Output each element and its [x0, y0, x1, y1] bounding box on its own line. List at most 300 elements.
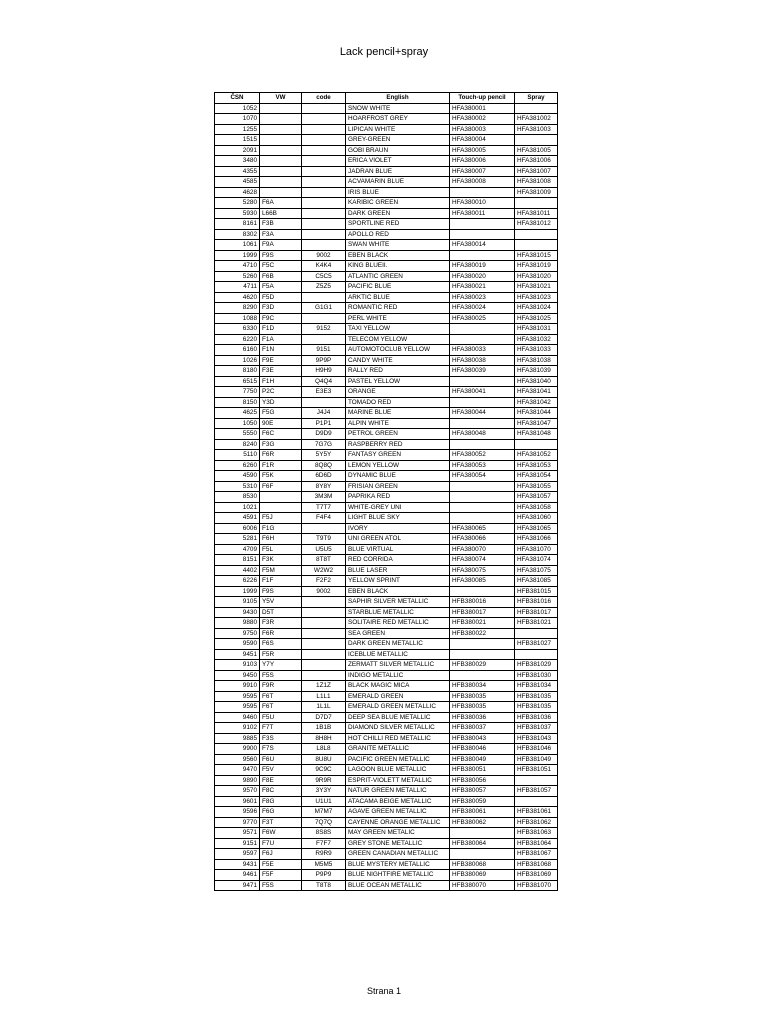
vw-cell: F3K [260, 555, 302, 566]
code-cell: T9T9 [302, 534, 346, 545]
english-name-cell: ARKTIC BLUE [346, 292, 450, 303]
csn-cell: 4628 [215, 187, 260, 198]
csn-cell: 1061 [215, 240, 260, 251]
english-name-cell: MAY GREEN METALIC [346, 828, 450, 839]
vw-cell: F1F [260, 576, 302, 587]
table-row [215, 555, 558, 566]
table-row [215, 334, 558, 345]
table-row [215, 103, 558, 114]
vw-cell: F9R [260, 681, 302, 692]
csn-cell: 8290 [215, 303, 260, 314]
csn-cell: 9451 [215, 649, 260, 660]
english-name-cell: DIAMOND SILVER METALLIC [346, 723, 450, 734]
table-row [215, 838, 558, 849]
code-cell: 1Z1Z [302, 681, 346, 692]
vw-cell: F6F [260, 481, 302, 492]
touch-up-pencil-cell: HFA380048 [450, 429, 515, 440]
vw-cell [260, 492, 302, 503]
spray-cell: HFA381044 [515, 408, 558, 419]
english-name-cell: PAPRIKA RED [346, 492, 450, 503]
csn-cell: 1255 [215, 124, 260, 135]
table-row [215, 597, 558, 608]
spray-cell: HFA381002 [515, 114, 558, 125]
spray-cell: HFA381070 [515, 544, 558, 555]
vw-cell: L66B [260, 208, 302, 219]
english-name-cell: BLUE OCEAN METALLIC [346, 880, 450, 891]
code-cell: 8U8U [302, 754, 346, 765]
touch-up-pencil-cell: HFA380014 [450, 240, 515, 251]
touch-up-pencil-cell [450, 586, 515, 597]
english-name-cell: LAGOON BLUE METALLIC [346, 765, 450, 776]
touch-up-pencil-cell: HFA380038 [450, 355, 515, 366]
csn-cell: 9601 [215, 796, 260, 807]
english-name-cell: TOMADO RED [346, 397, 450, 408]
csn-cell: 1021 [215, 502, 260, 513]
vw-cell: F9S [260, 586, 302, 597]
english-name-cell: APOLLO RED [346, 229, 450, 240]
csn-cell: 1999 [215, 250, 260, 261]
vw-cell [260, 124, 302, 135]
english-name-cell: SPORTLINE RED [346, 219, 450, 230]
code-cell [302, 229, 346, 240]
column-header-english: English [346, 93, 450, 104]
english-name-cell: KING BLUEII. [346, 261, 450, 272]
column-header-csn: ČSN [215, 93, 260, 104]
vw-cell: F3A [260, 229, 302, 240]
table-row [215, 828, 558, 839]
table-row [215, 775, 558, 786]
touch-up-pencil-cell [450, 250, 515, 261]
code-cell: 5Y5Y [302, 450, 346, 461]
vw-cell: F1D [260, 324, 302, 335]
english-name-cell: PERL WHITE [346, 313, 450, 324]
spray-cell: HFB381030 [515, 670, 558, 681]
table-row [215, 817, 558, 828]
spray-cell [515, 198, 558, 209]
table-row [215, 408, 558, 419]
table-row [215, 670, 558, 681]
spray-cell [515, 649, 558, 660]
table-row [215, 376, 558, 387]
vw-cell: F1N [260, 345, 302, 356]
english-name-cell: MARINE BLUE [346, 408, 450, 419]
csn-cell: 9597 [215, 849, 260, 860]
spray-cell: HFA381032 [515, 334, 558, 345]
column-header-spray: Spray [515, 93, 558, 104]
code-cell [302, 219, 346, 230]
csn-cell: 9460 [215, 712, 260, 723]
vw-cell [260, 145, 302, 156]
csn-cell: 9880 [215, 618, 260, 629]
csn-cell: 8151 [215, 555, 260, 566]
spray-cell: HFB381027 [515, 639, 558, 650]
touch-up-pencil-cell: HFA380085 [450, 576, 515, 587]
english-name-cell: DEEP SEA BLUE METALLIC [346, 712, 450, 723]
english-name-cell: BLUE MYSTERY METALLIC [346, 859, 450, 870]
touch-up-pencil-cell [450, 492, 515, 503]
english-name-cell: HOARFROST GREY [346, 114, 450, 125]
english-name-cell: ERICA VIOLET [346, 156, 450, 167]
table-row [215, 702, 558, 713]
code-cell: M5M5 [302, 859, 346, 870]
vw-cell: F3G [260, 439, 302, 450]
code-cell: 1B1B [302, 723, 346, 734]
touch-up-pencil-cell: HFB380046 [450, 744, 515, 755]
english-name-cell: PACIFIC GREEN METALLIC [346, 754, 450, 765]
spray-cell: HFA381003 [515, 124, 558, 135]
csn-cell: 9595 [215, 702, 260, 713]
spray-cell: HFA381053 [515, 460, 558, 471]
csn-cell: 6220 [215, 334, 260, 345]
table-row [215, 187, 558, 198]
table-row [215, 135, 558, 146]
english-name-cell: ROMANTIC RED [346, 303, 450, 314]
english-name-cell: FANTASY GREEN [346, 450, 450, 461]
code-cell: U1U1 [302, 796, 346, 807]
vw-cell [260, 187, 302, 198]
english-name-cell: ICEBLUE METALLIC [346, 649, 450, 660]
touch-up-pencil-cell [450, 439, 515, 450]
english-name-cell: BLUE VIRTUAL [346, 544, 450, 555]
code-cell: E3E3 [302, 387, 346, 398]
touch-up-pencil-cell: HFA380010 [450, 198, 515, 209]
csn-cell: 9885 [215, 733, 260, 744]
csn-cell: 1052 [215, 103, 260, 114]
code-cell: 9002 [302, 586, 346, 597]
spray-cell: HFA381024 [515, 303, 558, 314]
touch-up-pencil-cell: HFB380037 [450, 723, 515, 734]
spray-cell: HFB381017 [515, 607, 558, 618]
csn-cell: 4620 [215, 292, 260, 303]
touch-up-pencil-cell: HFB380035 [450, 702, 515, 713]
code-cell: T7T7 [302, 502, 346, 513]
table-row [215, 145, 558, 156]
vw-cell [260, 177, 302, 188]
code-cell [302, 240, 346, 251]
csn-cell: 8180 [215, 366, 260, 377]
spray-cell: HFB381062 [515, 817, 558, 828]
spray-cell: HFA381058 [515, 502, 558, 513]
vw-cell: F6R [260, 628, 302, 639]
english-name-cell: LEMON YELLOW [346, 460, 450, 471]
spray-cell: HFB381067 [515, 849, 558, 860]
english-name-cell: ATACAMA BEIGE METALLIC [346, 796, 450, 807]
code-cell [302, 208, 346, 219]
english-name-cell: ATLANTIC GREEN [346, 271, 450, 282]
english-name-cell: UNI GREEN ATOL [346, 534, 450, 545]
touch-up-pencil-cell: HFA380011 [450, 208, 515, 219]
english-name-cell: AUTOMOTOCLUB YELLOW [346, 345, 450, 356]
english-name-cell: SOLITAIRE RED METALLIC [346, 618, 450, 629]
code-cell [302, 114, 346, 125]
csn-cell: 1050 [215, 418, 260, 429]
spray-cell: HFB381070 [515, 880, 558, 891]
column-header-vw: VW [260, 93, 302, 104]
touch-up-pencil-cell: HFB380069 [450, 870, 515, 881]
vw-cell: F6T [260, 691, 302, 702]
csn-cell: 3480 [215, 156, 260, 167]
vw-cell: P2C [260, 387, 302, 398]
english-name-cell: YELLOW SPRINT [346, 576, 450, 587]
code-cell: 8Q8Q [302, 460, 346, 471]
table-row [215, 859, 558, 870]
csn-cell: 9431 [215, 859, 260, 870]
table-row [215, 177, 558, 188]
vw-cell: Y7Y [260, 660, 302, 671]
spray-cell: HFB381046 [515, 744, 558, 755]
table-row [215, 429, 558, 440]
code-cell: 3Y3Y [302, 786, 346, 797]
code-cell: 9002 [302, 250, 346, 261]
code-cell: F4F4 [302, 513, 346, 524]
english-name-cell: ALPIN WHITE [346, 418, 450, 429]
english-name-cell: STARBLUE METALLIC [346, 607, 450, 618]
csn-cell: 1515 [215, 135, 260, 146]
page-footer: Strana 1 [366, 986, 402, 996]
spray-cell: HFA381085 [515, 576, 558, 587]
touch-up-pencil-cell [450, 502, 515, 513]
english-name-cell: DYNAMIC BLUE [346, 471, 450, 482]
code-cell [302, 177, 346, 188]
english-name-cell: EMERALD GREEN METALLIC [346, 702, 450, 713]
csn-cell: 5310 [215, 481, 260, 492]
spray-cell: HFA381047 [515, 418, 558, 429]
english-name-cell: EMERALD GREEN [346, 691, 450, 702]
code-cell [302, 198, 346, 209]
spray-cell: HFA381011 [515, 208, 558, 219]
csn-cell: 9770 [215, 817, 260, 828]
english-name-cell: JADRAN BLUE [346, 166, 450, 177]
english-name-cell: RALLY RED [346, 366, 450, 377]
english-name-cell: LIGHT BLUE SKY [346, 513, 450, 524]
table-row [215, 807, 558, 818]
spray-cell: HFA381021 [515, 282, 558, 293]
table-row [215, 250, 558, 261]
code-cell [302, 618, 346, 629]
vw-cell: F7T [260, 723, 302, 734]
touch-up-pencil-cell: HFA380001 [450, 103, 515, 114]
vw-cell: Y3D [260, 397, 302, 408]
english-name-cell: LIPICAN WHITE [346, 124, 450, 135]
spray-cell: HFB381061 [515, 807, 558, 818]
code-cell [302, 166, 346, 177]
csn-cell: 9430 [215, 607, 260, 618]
csn-cell: 8302 [215, 229, 260, 240]
spray-cell: HFB381034 [515, 681, 558, 692]
vw-cell: F6R [260, 450, 302, 461]
english-name-cell: PETROL GREEN [346, 429, 450, 440]
spray-cell: HFA381066 [515, 534, 558, 545]
table-row [215, 198, 558, 209]
code-cell [302, 103, 346, 114]
table-row [215, 240, 558, 251]
code-cell [302, 649, 346, 660]
spray-cell: HFA381039 [515, 366, 558, 377]
vw-cell: F5E [260, 859, 302, 870]
code-cell: 8Y8Y [302, 481, 346, 492]
csn-cell: 5110 [215, 450, 260, 461]
spray-cell: HFA381005 [515, 145, 558, 156]
touch-up-pencil-cell: HFA380053 [450, 460, 515, 471]
spray-cell: HFA381019 [515, 261, 558, 272]
table-row [215, 355, 558, 366]
spray-cell: HFA381074 [515, 555, 558, 566]
table-row [215, 660, 558, 671]
code-cell [302, 597, 346, 608]
vw-cell: F7U [260, 838, 302, 849]
csn-cell: 2091 [215, 145, 260, 156]
touch-up-pencil-cell [450, 639, 515, 650]
vw-cell: F8G [260, 796, 302, 807]
code-cell [302, 397, 346, 408]
table-row [215, 261, 558, 272]
touch-up-pencil-cell: HFA380002 [450, 114, 515, 125]
csn-cell: 6226 [215, 576, 260, 587]
csn-cell: 6330 [215, 324, 260, 335]
spray-cell: HFA381025 [515, 313, 558, 324]
table-row [215, 219, 558, 230]
csn-cell: 1026 [215, 355, 260, 366]
table-row [215, 880, 558, 891]
vw-cell: F3D [260, 303, 302, 314]
csn-cell: 1088 [215, 313, 260, 324]
touch-up-pencil-cell: HFB380022 [450, 628, 515, 639]
table-row [215, 114, 558, 125]
spray-cell: HFB381063 [515, 828, 558, 839]
vw-cell: F9A [260, 240, 302, 251]
touch-up-pencil-cell [450, 334, 515, 345]
table-row [215, 303, 558, 314]
code-cell: C5C5 [302, 271, 346, 282]
touch-up-pencil-cell: HFB380043 [450, 733, 515, 744]
vw-cell: D5T [260, 607, 302, 618]
csn-cell: 9571 [215, 828, 260, 839]
english-name-cell: AGAVE GREEN METALLIC [346, 807, 450, 818]
touch-up-pencil-cell: HFB380051 [450, 765, 515, 776]
english-name-cell: KARIBIC GREEN [346, 198, 450, 209]
code-cell: K4K4 [302, 261, 346, 272]
code-cell: 8H8H [302, 733, 346, 744]
code-cell [302, 145, 346, 156]
english-name-cell: PASTEL YELLOW [346, 376, 450, 387]
vw-cell: F3R [260, 618, 302, 629]
spray-cell: HFA381040 [515, 376, 558, 387]
touch-up-pencil-cell: HFA380006 [450, 156, 515, 167]
csn-cell: 9105 [215, 597, 260, 608]
csn-cell: 9471 [215, 880, 260, 891]
table-row [215, 166, 558, 177]
spray-cell [515, 796, 558, 807]
table-row [215, 418, 558, 429]
spray-cell [515, 628, 558, 639]
touch-up-pencil-cell: HFB380016 [450, 597, 515, 608]
table-row [215, 282, 558, 293]
table-row [215, 586, 558, 597]
vw-cell: Y5V [260, 597, 302, 608]
touch-up-pencil-cell [450, 828, 515, 839]
spray-cell: HFB381021 [515, 618, 558, 629]
column-header-touch-up-pencil: Touch-up pencil [450, 93, 515, 104]
english-name-cell: TAXI YELLOW [346, 324, 450, 335]
table-row [215, 681, 558, 692]
csn-cell: 9560 [215, 754, 260, 765]
code-cell: 1L1L [302, 702, 346, 713]
english-name-cell: SWAN WHITE [346, 240, 450, 251]
english-name-cell: CANDY WHITE [346, 355, 450, 366]
touch-up-pencil-cell: HFB380059 [450, 796, 515, 807]
table-row [215, 439, 558, 450]
code-cell [302, 607, 346, 618]
spray-cell: HFB381068 [515, 859, 558, 870]
code-cell [302, 670, 346, 681]
touch-up-pencil-cell [450, 219, 515, 230]
csn-cell: 9590 [215, 639, 260, 650]
csn-cell: 9103 [215, 660, 260, 671]
table-row [215, 313, 558, 324]
code-cell: L1L1 [302, 691, 346, 702]
vw-cell: F6W [260, 828, 302, 839]
vw-cell: F6S [260, 639, 302, 650]
vw-cell: F5D [260, 292, 302, 303]
column-header-code: code [302, 93, 346, 104]
english-name-cell: DARK GREEN METALLIC [346, 639, 450, 650]
code-cell: 8T8T [302, 555, 346, 566]
vw-cell: F5M [260, 565, 302, 576]
table-row [215, 460, 558, 471]
paint-color-table [214, 92, 558, 891]
touch-up-pencil-cell [450, 649, 515, 660]
english-name-cell: RED CORRIDA [346, 555, 450, 566]
code-cell: 8S8S [302, 828, 346, 839]
code-cell [302, 187, 346, 198]
touch-up-pencil-cell: HFA380074 [450, 555, 515, 566]
code-cell: M7M7 [302, 807, 346, 818]
table-row [215, 786, 558, 797]
english-name-cell: IRIS BLUE [346, 187, 450, 198]
csn-cell: 8530 [215, 492, 260, 503]
touch-up-pencil-cell: HFB380056 [450, 775, 515, 786]
vw-cell: F6T [260, 702, 302, 713]
vw-cell: F5J [260, 513, 302, 524]
csn-cell: 9470 [215, 765, 260, 776]
vw-cell: F1G [260, 523, 302, 534]
table-row [215, 324, 558, 335]
table-row [215, 156, 558, 167]
csn-cell: 9750 [215, 628, 260, 639]
english-name-cell: GREY STONE METALLIC [346, 838, 450, 849]
code-cell [302, 639, 346, 650]
english-name-cell: DARK GREEN [346, 208, 450, 219]
csn-cell: 9596 [215, 807, 260, 818]
spray-cell: HFA381054 [515, 471, 558, 482]
spray-cell: HFA381055 [515, 481, 558, 492]
spray-cell: HFB381069 [515, 870, 558, 881]
vw-cell: F8E [260, 775, 302, 786]
spray-cell [515, 240, 558, 251]
csn-cell: 9900 [215, 744, 260, 755]
table-row [215, 712, 558, 723]
spray-cell: HFA381031 [515, 324, 558, 335]
touch-up-pencil-cell: HFA380023 [450, 292, 515, 303]
vw-cell [260, 135, 302, 146]
vw-cell: F5A [260, 282, 302, 293]
spray-cell: HFB381064 [515, 838, 558, 849]
table-row [215, 124, 558, 135]
vw-cell: F1R [260, 460, 302, 471]
table-row [215, 471, 558, 482]
code-cell: Q4Q4 [302, 376, 346, 387]
table-body [215, 103, 558, 891]
